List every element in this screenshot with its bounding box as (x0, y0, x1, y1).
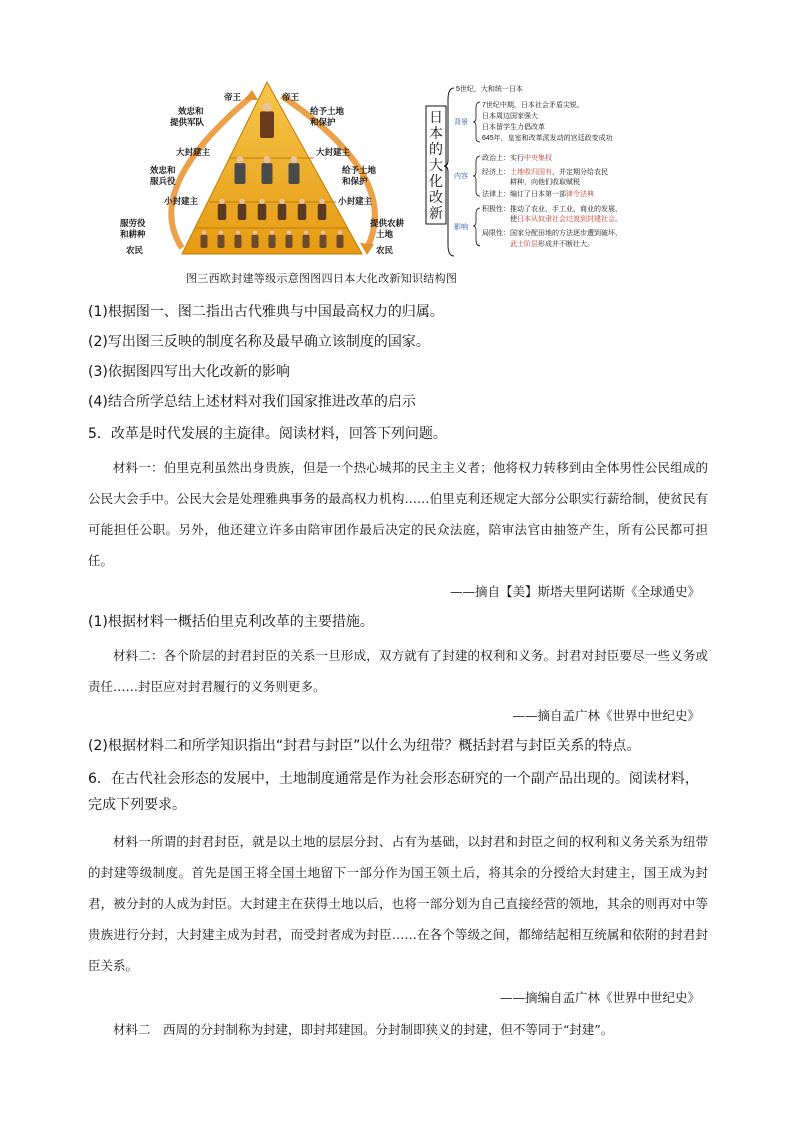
label-r3: 大封建主 (316, 147, 351, 157)
label-r8: 土地 (376, 229, 394, 239)
title-char-1: 本 (429, 126, 443, 142)
fig4-bg-1: 日本周边国家强大 (482, 113, 538, 120)
title-char-6: 新 (429, 206, 443, 222)
label-l7: 服劳役 (120, 218, 146, 228)
q5-question-1: (1)根据材料一概括伯里克利改革的主要措施。 (88, 614, 374, 630)
question-2: (2)写出图三反映的制度名称及最早确立该制度的国家。 (88, 334, 430, 350)
fig4-bg-0: 7世纪中期，日本社会矛盾尖锐。 (482, 102, 584, 109)
label-r4: 给予土地 (342, 165, 377, 175)
q6-source-1: ——摘编自孟广林《世界中世纪史》 (499, 990, 700, 1005)
fig4-influence-pos-1: 积极性：推动了农业、手工业、商业的发展， (482, 206, 622, 213)
q5-material-1 (88, 452, 708, 576)
q5-stem: 5．改革是时代发展的主旋律。阅读材料，回答下列问题。 (88, 426, 447, 442)
label-l1: 效忠和 (178, 106, 204, 116)
fig4-content-economy-2: 耕种，向他们收取赋税 (510, 179, 580, 186)
label-l4: 效忠和 (150, 165, 176, 175)
label-l2: 提供军队 (170, 117, 205, 127)
feudal-pyramid-figure (112, 78, 422, 260)
q6-material-1-text: 材料一所谓的封君封臣，就是以土地的层层分封、占有为基础，以封君和封臣之间的权利和义务关系为纽带的封建等级制度。首先是国王将全国土地留下一部分作为国王领土后，将其余的分授给大封建主，国王成为封君，被分封的人成为封臣。大封建主在获得土地以后，也将一部分划为自己直接经营的领地，其余的则再对中等贵族进行分封，大封建主成为封君，而受封者成为封臣……在各个等级之间，都缔结起相互统属和依附的封君封臣关系。 (88, 834, 708, 973)
fig4-content-law: 法律上：编订了日本第一部律令法典 (482, 191, 594, 198)
label-l0: 帝王 (224, 92, 242, 102)
q6-material-2-text: 材料二 西周的分封制称为封建，即封邦建国。分封制即狭义的封建，但不等同于“封建”。 (113, 1022, 614, 1037)
q5-material-2-text: 材料二：各个阶层的封君封臣的关系一旦形成，双方就有了封建的权利和义务。封君对封臣要尽一些义务或责任……封臣应对封君履行的义务则更多。 (88, 648, 708, 694)
question-1: (1)根据图一、图二指出古代雅典与中国最高权力的归属。 (88, 304, 444, 320)
label-l3: 大封建主 (176, 147, 211, 157)
taika-reform-diagram (424, 80, 680, 262)
label-r0: 帝王 (282, 92, 300, 102)
label-l5: 服兵役 (150, 176, 176, 186)
q5-source-1: ——摘自【美】斯塔夫里阿诺斯《全球通史》 (449, 584, 700, 599)
fig4-content-label: 内容 (454, 173, 468, 180)
fig4-content-politics: 政治上：实行中央集权 (482, 155, 552, 162)
q5-material-2 (88, 640, 708, 702)
q6-material-2 (88, 1014, 708, 1045)
fig4-influence-lim-1: 局限性：国家分配田地的方法逐步遭到破坏， (482, 230, 622, 237)
q6-stem-text: 6．在古代社会形态的发展中，土地制度通常是作为社会形态研究的一个副产品出现的。阅读材料，完成下列要求。 (88, 771, 699, 813)
fig4-bg-3: 645年，皇室和改革派发动的宫廷政变成功 (482, 135, 613, 142)
question-4: (4)结合所学总结上述材料对我们国家推进改革的启示 (88, 394, 416, 410)
label-r1: 给予土地 (310, 106, 345, 116)
fig4-influence-lim-2: 武士阶层形成并不断壮大。 (510, 241, 594, 248)
q6-stem (88, 766, 708, 818)
q5-question-2: (2)根据材料二和所学知识指出“封君与封臣”以什么为纽带？概括封君与封臣关系的特点。 (88, 738, 641, 754)
label-l6: 小封建主 (164, 196, 199, 206)
title-char-5: 改 (429, 190, 443, 206)
label-r6: 小封建主 (338, 196, 373, 206)
question-3: (3)依据图四写出大化改新的影响 (88, 364, 290, 380)
fig4-influence-label: 影响 (454, 224, 468, 231)
title-char-0: 日 (429, 110, 443, 126)
fig4-bg-2: 日本留学生力倡改革 (482, 124, 545, 131)
figure-caption: 图三西欧封建等级示意图图四日本大化改新知识结构图 (186, 272, 458, 285)
fig4-influence-pos-2: 使日本从奴隶社会过渡到封建社会。 (510, 216, 622, 223)
q5-material-1-text: 材料一：伯里克利虽然出身贵族，但是一个热心城邦的民主主义者；他将权力转移到由全体男性公民组成的公民大会手中。公民大会是处理雅典事务的最高权力机构……伯里克利还规定大部分公职实行薪给制，使贫民有可能担任公职。另外，他还建立许多由陪审团作最后决定的民众法庭，陪审法官由抽签产生，所有公民都可担任。 (88, 460, 708, 568)
title-char-4: 化 (429, 174, 443, 190)
label-r7: 提供农耕 (370, 218, 405, 228)
label-r5: 和保护 (342, 176, 368, 186)
label-r9: 农民 (376, 245, 394, 255)
label-r2: 和保护 (310, 117, 336, 127)
fig4-background-label: 背景 (454, 119, 468, 126)
fig4-content-economy: 经济上：土地收归国有，并定期分给农民 (482, 169, 608, 176)
label-l8: 和耕种 (120, 229, 146, 239)
q5-source-2: ——摘自孟广林《世界中世纪史》 (512, 708, 700, 723)
fig4-top-line: 5世纪，大和统一日本 (456, 86, 523, 93)
title-char-3: 大 (429, 158, 443, 174)
title-char-2: 的 (429, 142, 443, 158)
q6-material-1 (88, 826, 708, 981)
label-l9: 农民 (126, 245, 144, 255)
